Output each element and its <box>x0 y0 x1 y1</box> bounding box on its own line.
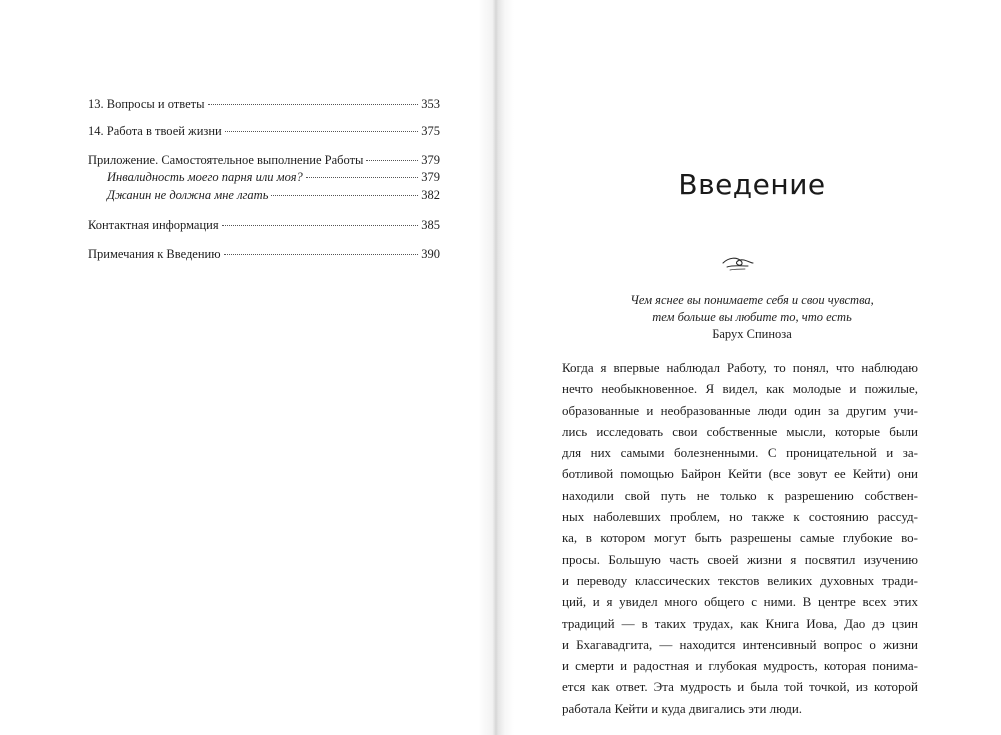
epigraph-line: тем больше вы любите то, что есть <box>652 310 852 324</box>
toc-entry-page: 353 <box>421 97 440 111</box>
epigraph-line: Чем яснее вы понимаете себя и свои чувства, <box>630 293 874 307</box>
toc-dot-leader <box>224 254 419 255</box>
text-line: ций, и я увидел много общего с ними. В центре всех этих <box>562 594 918 610</box>
chapter-title: Введение <box>678 168 826 201</box>
toc-dot-leader <box>222 225 419 226</box>
text-line: и смерти и радостная и глубокая мудрость, которая понима- <box>562 658 918 674</box>
toc-subentry[interactable] <box>88 186 440 204</box>
toc-entry-page: 385 <box>421 218 440 232</box>
toc-entry-title: 14. Работа в твоей жизни <box>88 124 222 138</box>
toc-dot-leader <box>306 177 418 178</box>
text-line: находили свой путь не только к разрешению собствен- <box>562 487 918 503</box>
flourish-ornament-icon <box>721 254 755 272</box>
toc-entry-page: 379 <box>421 153 440 167</box>
toc-entry[interactable] <box>88 245 440 263</box>
toc-entry-title: Инвалидность моего парня или моя? <box>107 170 303 184</box>
toc-entry[interactable] <box>88 151 440 169</box>
text-line: лись исследовать свои собственные мысли, которые были <box>562 423 918 439</box>
toc-entry[interactable] <box>88 122 440 140</box>
toc-entry[interactable] <box>88 95 440 113</box>
text-line: ных наболевших проблем, но также к состоянию рассуд- <box>562 509 918 525</box>
toc-entry-page: 375 <box>421 124 440 138</box>
text-line: и Бхагавадгита, — находится интенсивный вопрос о жизни <box>562 636 918 652</box>
left-page <box>0 0 496 735</box>
epigraph-author: Барух Спиноза <box>712 327 792 341</box>
book-gutter <box>478 0 514 735</box>
text-line: ется как ответ. Эта мудрость и была той точкой, из которой <box>562 679 918 695</box>
text-line: ботливой помощью Байрон Кейти (все зовут ее Кейти) они <box>562 466 918 482</box>
toc-entry-title: 13. Вопросы и ответы <box>88 97 205 111</box>
toc-entry-page: 379 <box>421 170 440 184</box>
toc-entry-title: Джанин не должна мне лгать <box>107 188 269 202</box>
toc-entry-title: Примечания к Введению <box>88 247 221 261</box>
toc-dot-leader <box>225 131 419 132</box>
text-line: работала Кейти и куда двигались эти люди. <box>562 700 803 716</box>
text-line: образованные и необразованные люди один за другим учи- <box>562 402 918 418</box>
text-line: Когда я впервые наблюдал Работу, то понял, что наблюдаю <box>562 360 918 375</box>
toc-entry-title: Контактная информация <box>88 218 219 232</box>
text-line: нечто необыкновенное. Я видел, как молодые и пожилые, <box>562 381 918 397</box>
toc-subentry[interactable] <box>88 168 440 186</box>
text-line: просы. Большую часть своей жизни я посвятил изучению <box>562 551 918 567</box>
text-line: традиций — в таких трудах, как Книга Иова, Дао дэ цзин <box>562 615 918 631</box>
toc-entry[interactable] <box>88 216 440 234</box>
text-line: для них самыми болезненными. С проницательной и за- <box>562 445 918 461</box>
text-line: ка, в котором могут быть разрешены самые глубокие во- <box>562 530 918 546</box>
toc-entry-title: Приложение. Самостоятельное выполнение Работы <box>88 153 364 167</box>
epigraph <box>503 292 1001 343</box>
toc-entry-page: 390 <box>421 247 440 261</box>
toc-entry-page: 382 <box>421 188 440 202</box>
toc-dot-leader <box>366 160 418 161</box>
right-page <box>503 0 1001 735</box>
toc-dot-leader <box>271 195 418 196</box>
body-paragraph <box>562 357 918 719</box>
text-line: и переводу классических текстов великих духовных тради- <box>562 572 918 588</box>
toc-dot-leader <box>208 104 419 105</box>
